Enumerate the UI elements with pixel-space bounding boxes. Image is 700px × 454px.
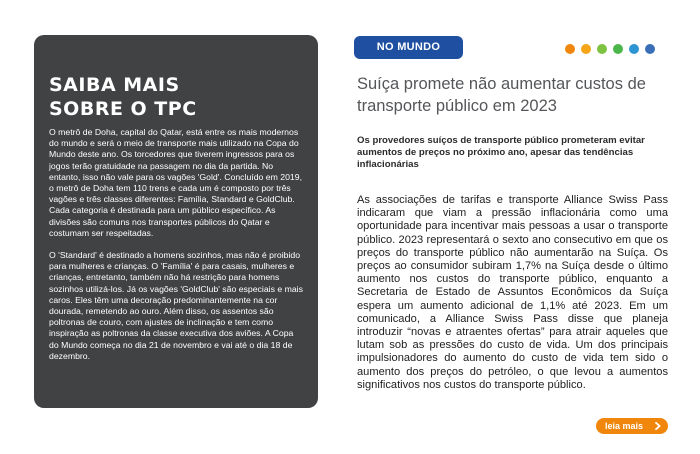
sidebar-title [49, 73, 303, 121]
section-badge: NO MUNDO [354, 36, 463, 59]
sidebar-title-line1: SAIBA MAIS [49, 74, 180, 96]
sidebar-paragraph: O 'Standard' é destinado a homens sozinhos, mas não é proibido para mulheres e crianças. O 'Família' é para casais, mulheres e crianças, entretanto, também não há restrição para homens sozinhos utilizá-los. Já os vagões 'GoldClub' são especiais e mais caros. Eles têm uma decoração predominantemente na cor dourada, remetendo ao ouro. Além disso, os assentos são poltronas de couro, com ajustes de inclinação e tem como inspiração as poltronas da classe executiva dos aviões. A Copa do Mundo começa no dia 21 de novembro e vai até o dia 18 de dezembro. [49, 250, 303, 361]
article-lead: Os provedores suíços de transporte público prometeram evitar aumentos de preços no próximo ano, apesar das tendências inflacionárias [357, 135, 645, 170]
read-more-label: leia mais [605, 421, 644, 431]
read-more-button[interactable] [596, 418, 668, 434]
info-sidebar [34, 35, 318, 408]
article-headline: Suíça promete não aumentar custos de transporte público em 2023 [357, 75, 646, 115]
sidebar-paragraph: O metrô de Doha, capital do Qatar, está entre os mais modernos do mundo e será o meio de transporte mais utilizado na Copa do Mundo deste ano. Os torcedores que tiverem ingressos para os jogos terão gratuidade na passagem no dia da partida. No entanto, isso não vale para os vagões 'Gold'. Concluído em 2019, o metrô de Doha tem 110 trens e cada um é composto por três vagões e três classes diferentes: Família, Standard e GoldClub. Cada categoria é destinada para um público específico. As divisões são comuns nos transportes públicos do Qatar e costumam ser respeitadas. [49, 127, 303, 238]
decorative-dot [565, 44, 575, 54]
sidebar-title-line2: SOBRE O TPC [49, 98, 197, 120]
decorative-dot [597, 44, 607, 54]
decorative-dot [613, 44, 623, 54]
chevron-right-icon [654, 422, 662, 430]
article-body: As associações de tarifas e transporte Alliance Swiss Pass indicaram que viam a pressão inflacionária como uma oportunidade para incentivar mais pessoas a usar o transporte público. 2023 representará o sexto ano consecutivo em que os preços do transporte público não aumentarão na Suíça. Os preços ao consumidor subiram 1,7% na Suíça desde o último aumento nos custos do transporte público, enquanto a Secretaria de Estado de Assuntos Econômicos da Suíça espera um aumento adicional de 1,1% até 2023. Em um comunicado, a Alliance Swiss Pass disse que planeja introduzir “novas e atraentes ofertas” para atrair aqueles que lutam sob as pressões do custo de vida. Um dos principais impulsionadores do aumento do custo de vida tem sido o aumento dos preços do petróleo, o que levou a aumentos significativos nos custos do transporte público. [357, 194, 668, 391]
color-dots [565, 44, 655, 54]
decorative-dot [645, 44, 655, 54]
decorative-dot [629, 44, 639, 54]
decorative-dot [581, 44, 591, 54]
